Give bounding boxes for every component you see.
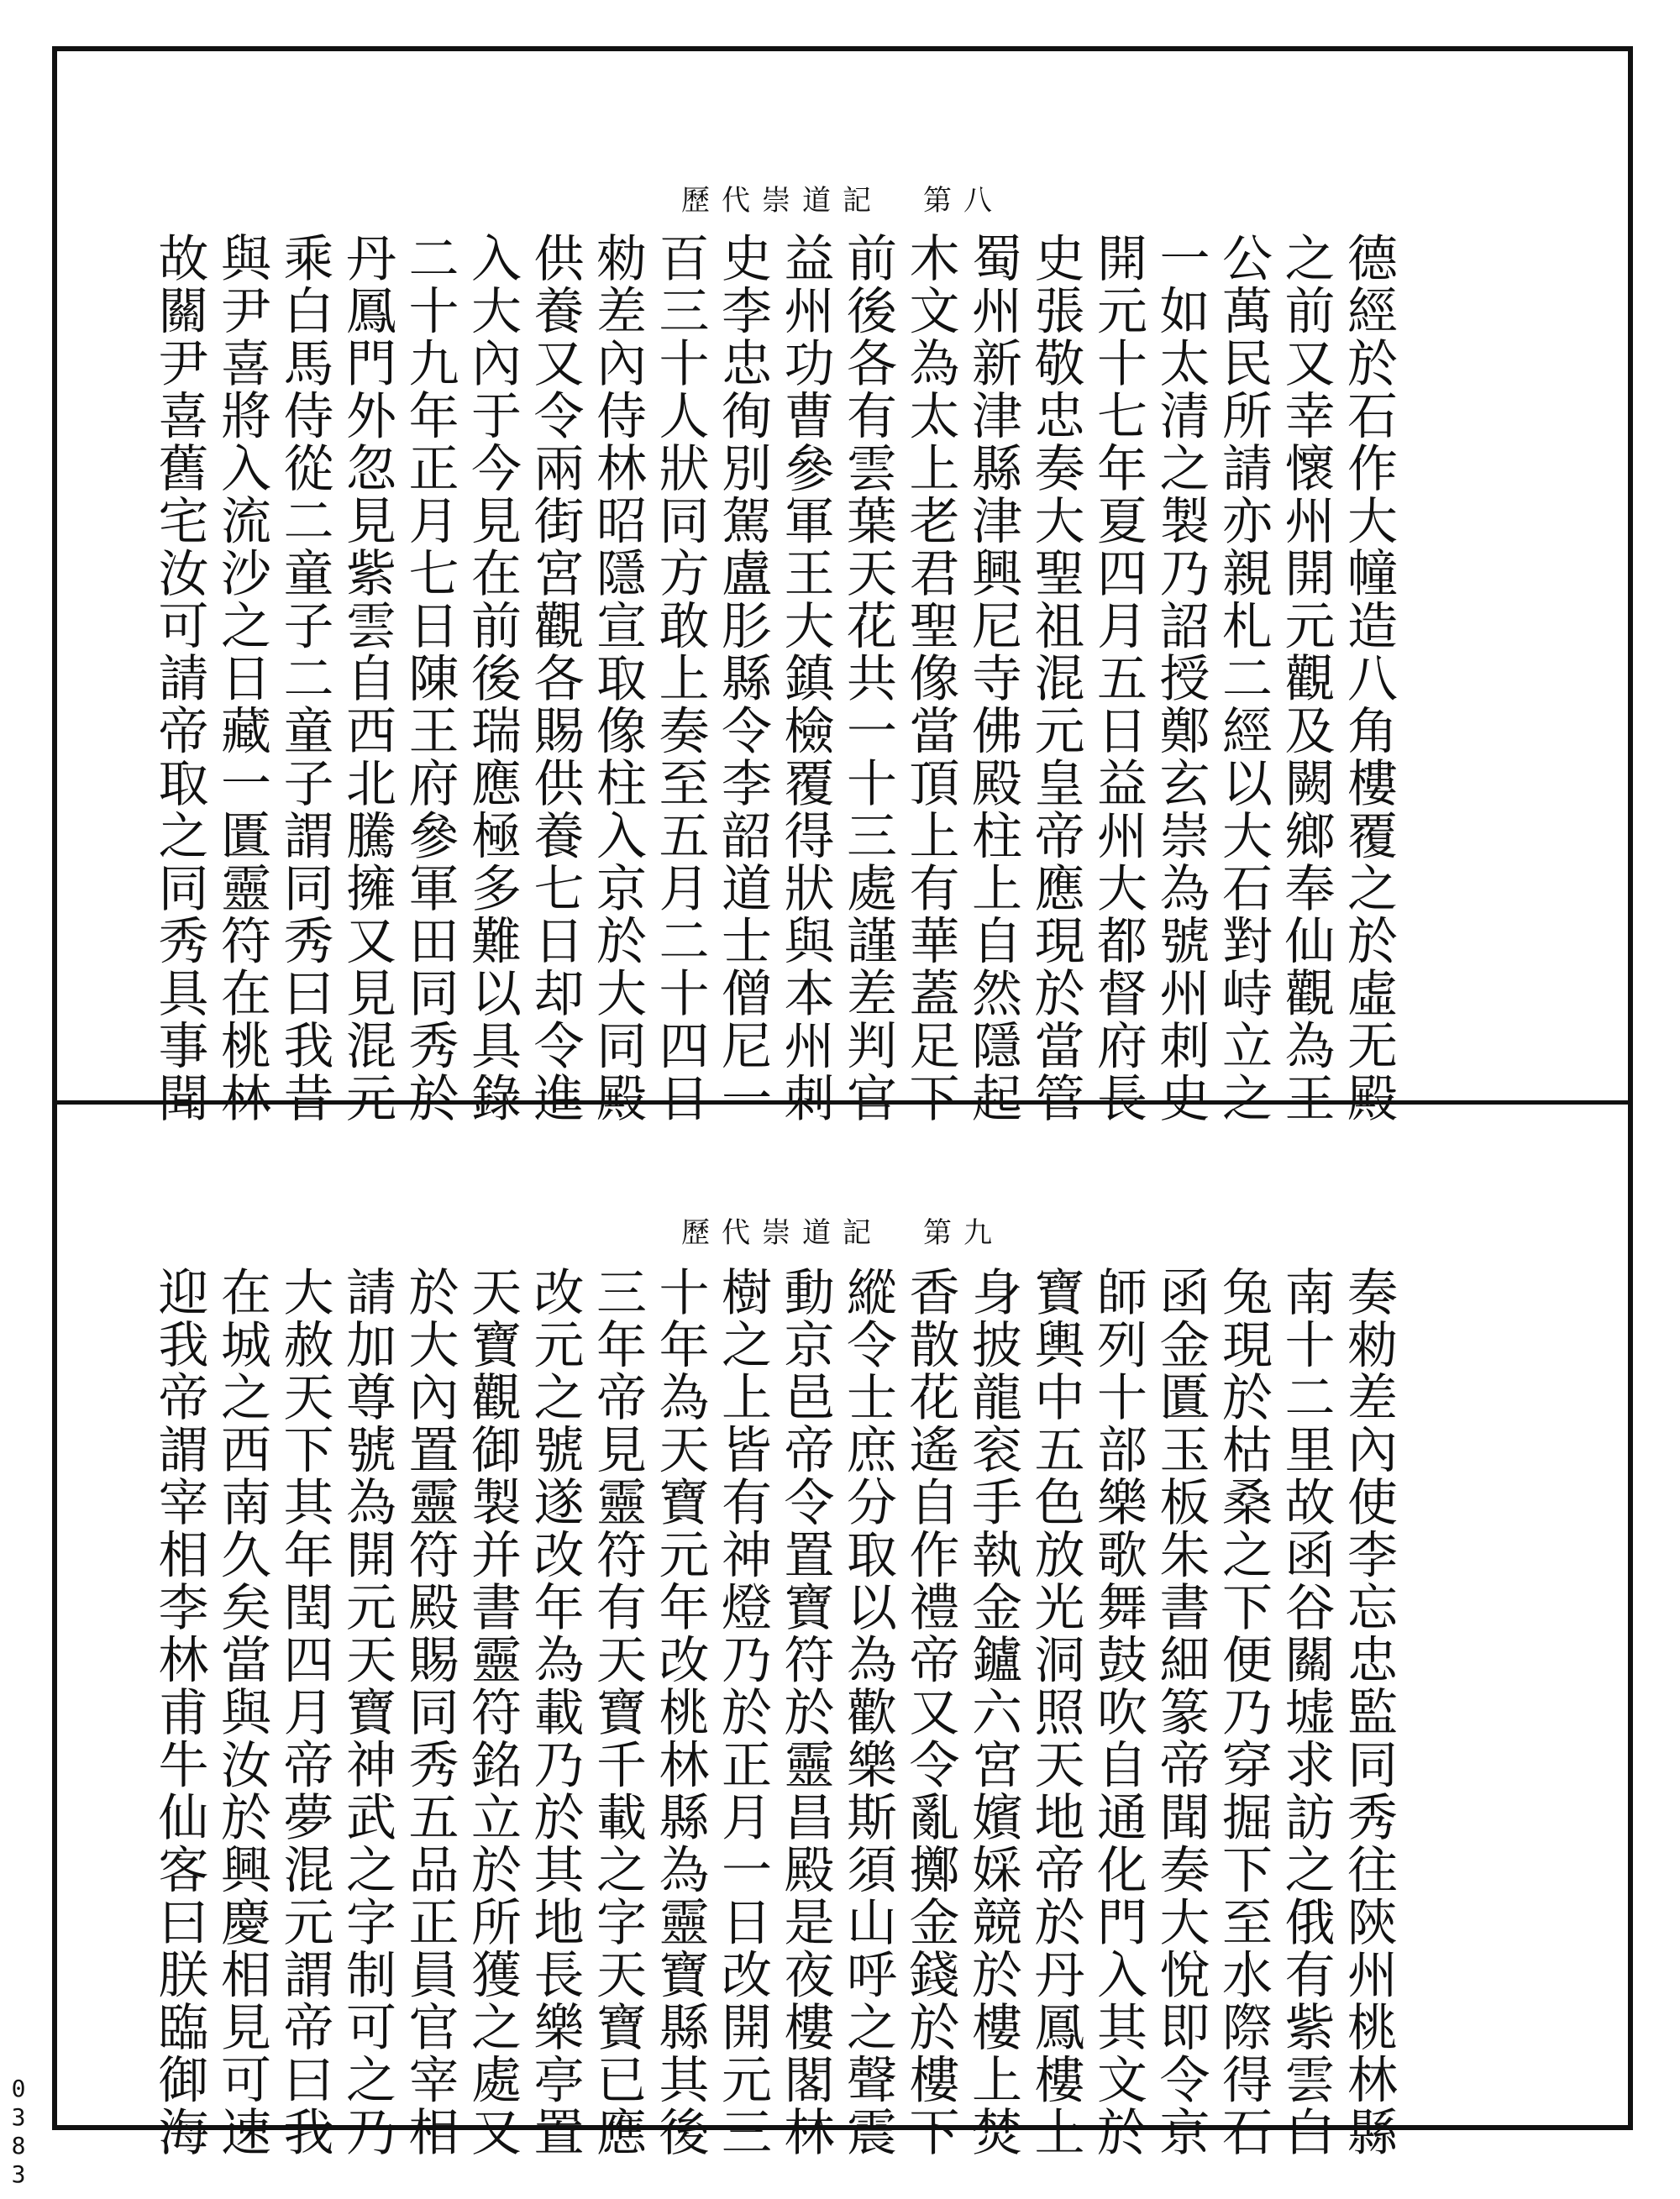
bottom-page-header: 歷代崇道記 第九 xyxy=(681,1216,1004,1250)
text-column: 之前又幸懷州開元觀及闕鄉奉仙觀為王 xyxy=(1276,232,1336,1125)
text-column: 三年帝見靈符有天寶千載之字天寶已應 xyxy=(588,1266,647,2159)
text-column: 前後各有雲葉天花共一十三處謹差判官 xyxy=(838,232,897,1125)
text-column: 身披龍衮手執金鑪六宮嬪婇競於樓上焚 xyxy=(963,1266,1022,2159)
text-column: 公萬民所請亦親札二經以大石對峙立之 xyxy=(1214,232,1273,1125)
text-column: 木文為太上老君聖像當頂上有華蓋足下 xyxy=(900,232,960,1125)
text-column: 一如太清之製乃詔授鄭玄崇為號州刺史 xyxy=(1151,232,1210,1125)
text-column: 丹鳳門外忽見紫雲自西北騰擁又見混元 xyxy=(338,232,396,1125)
text-column: 動京邑帝令置寶符於靈昌殿是夜樓閣林 xyxy=(775,1266,835,2159)
text-column: 請加尊號為開元天寶神武之字制可之乃 xyxy=(338,1266,396,2159)
text-column: 益州功曹參軍王大鎮檢覆得狀與本州刺 xyxy=(775,232,835,1125)
text-column: 開元十七年夏四月五日益州大都督府長 xyxy=(1089,232,1147,1125)
text-column: 故關尹喜舊宅汝可請帝取之同秀具事聞 xyxy=(150,232,209,1125)
text-column: 入大內于今見在前後瑞應極多難以具錄 xyxy=(463,232,522,1125)
text-column: 十年為天寶元年改桃林縣為靈寶縣其後 xyxy=(650,1266,710,2159)
text-column: 樹之上皆有神燈乃於正月一日改開元三 xyxy=(713,1266,772,2159)
text-column: 大赦天下其年閏四月帝夢混元謂帝曰我 xyxy=(275,1266,334,2159)
page-number-digit: 3 xyxy=(11,2160,26,2188)
text-column: 供養又令兩街宮觀各賜供養七日却令進 xyxy=(525,232,585,1125)
text-column: 香散花遙自作禮帝又令亂擲金錢於樓下 xyxy=(900,1266,960,2159)
text-column: 蜀州新津縣津興尼寺佛殿柱上自然隱起 xyxy=(963,232,1022,1125)
text-column: 寶輿中五色放光洞照天地帝於丹鳳樓上 xyxy=(1026,1266,1085,2159)
page-number-digit: 8 xyxy=(11,2132,26,2160)
text-column: 奏勑差內使李忘忠監同秀往陝州桃林縣 xyxy=(1339,1266,1398,2159)
text-column: 師列十部樂歌舞鼓吹自通化門入其文於 xyxy=(1089,1266,1147,2159)
text-column: 南十二里故函谷關墟求訪之俄有紫雲白 xyxy=(1276,1266,1336,2159)
text-column: 乘白馬侍從二童子二童子謂同秀曰我昔 xyxy=(275,232,334,1125)
page-number-digit: 3 xyxy=(11,2103,26,2131)
text-column: 縱令士庶分取以為歡樂斯須山呼之聲震 xyxy=(838,1266,897,2159)
text-column: 函金匱玉板朱書細篆帝聞奏大悅即令京 xyxy=(1151,1266,1210,2159)
top-page-panel xyxy=(57,51,1628,1125)
text-column: 在城之西南久矣當與汝於興慶相見可速 xyxy=(213,1266,271,2159)
page-number xyxy=(7,2075,30,2189)
text-column: 天寶觀御製并書靈符銘立於所獲之處又 xyxy=(463,1266,522,2159)
top-page-header: 歷代崇道記 第八 xyxy=(681,184,1004,218)
text-column: 迎我帝謂宰相李林甫牛仙客曰朕臨御海 xyxy=(150,1266,209,2159)
text-column: 德經於石作大幢造八角樓覆之於虛无殿 xyxy=(1339,232,1398,1125)
text-column: 兔現於枯桑之下便乃穿掘下至水際得石 xyxy=(1214,1266,1273,2159)
text-column: 與尹喜將入流沙之日藏一匱靈符在桃林 xyxy=(213,232,271,1125)
text-column: 史張敬忠奏大聖祖混元皇帝應現於當管 xyxy=(1026,232,1085,1125)
text-column: 勑差內侍林昭隱宣取像柱入京於大同殿 xyxy=(588,232,647,1125)
text-column: 於大內置靈符殿賜同秀五品正員官宰相 xyxy=(400,1266,459,2159)
text-column: 史李忠徇別駕盧肜縣令李韶道士僧尼一 xyxy=(713,232,772,1125)
text-column: 百三十人狀同方敢上奏至五月二十四日 xyxy=(650,232,710,1125)
text-column: 改元之號遂改年為載乃於其地長樂亭置 xyxy=(525,1266,585,2159)
bottom-page-panel xyxy=(57,1105,1628,2159)
text-column: 二十九年正月七日陳王府參軍田同秀於 xyxy=(400,232,459,1125)
page-number-digit: 0 xyxy=(11,2075,26,2102)
